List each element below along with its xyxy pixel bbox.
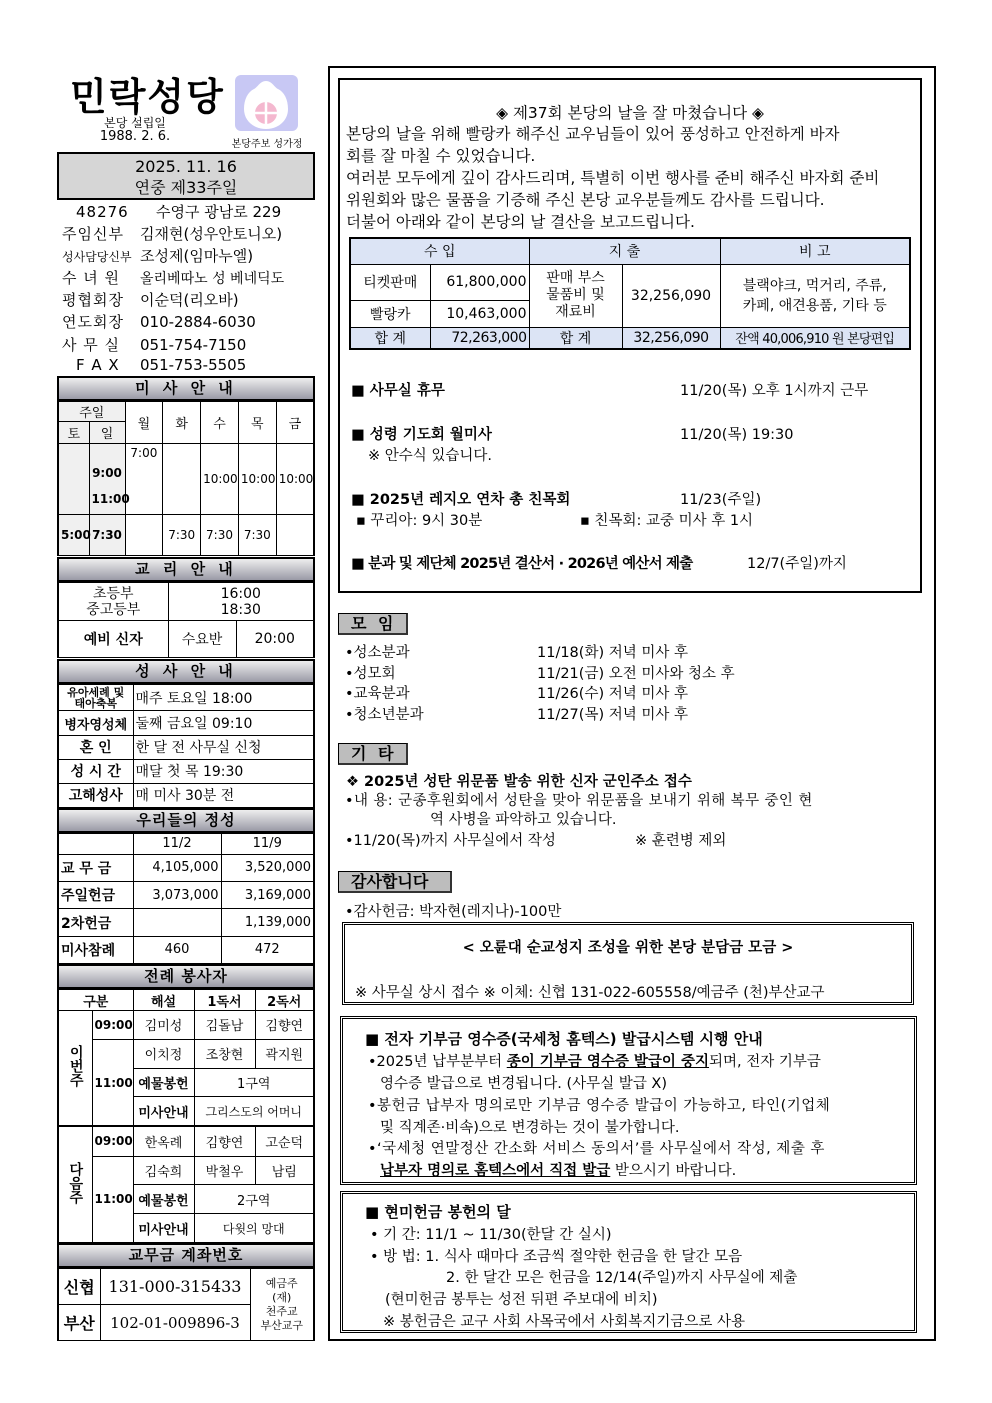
- mass-time: 11:00: [91, 492, 130, 506]
- total-label: 합 계: [529, 327, 622, 349]
- col-header: 1독서: [194, 990, 255, 1011]
- date-box: [57, 152, 315, 200]
- thanks-line: •감사헌금: 박자현(레지나)-100만: [345, 904, 562, 920]
- sunday-header: 주일: [58, 402, 125, 422]
- receipt-text: •봉헌금 납부자 명의로만 기부금 영수증 발급이 가능하고, 타인(기업체: [368, 1098, 831, 1114]
- balance: 잔액 40,006,910 원 본당편입: [720, 327, 910, 349]
- remark: 블랙야크, 먹거리, 주류, 카페, 애견용품, 기타 등: [720, 264, 910, 327]
- thanks-label: 감사합니다: [338, 871, 452, 893]
- catechism-groups: 초등부 중고등부: [58, 583, 168, 621]
- meeting-name: •성모회: [345, 666, 396, 682]
- sat-header: 토: [58, 422, 89, 444]
- sacrament-value: 매 미사 30분 전: [133, 783, 314, 807]
- etc-title: ❖ 2025년 성탄 위문품 발송 위한 신자 군인주소 접수: [346, 774, 692, 790]
- minister-name: 고순덕: [255, 1126, 314, 1156]
- meeting-name: •성소분과: [345, 645, 410, 661]
- day-header: 월: [125, 402, 163, 444]
- catechism-class-time: 20:00: [236, 621, 314, 658]
- col-header: 구분: [58, 990, 133, 1011]
- offering-value: 3,073,000: [133, 882, 221, 909]
- account-holder: 예금주 (재) 천주교 부산교구: [250, 1269, 314, 1341]
- offering-date: 11/9: [221, 834, 314, 855]
- meetings-label: 모 임: [338, 613, 408, 635]
- gift-group: 2구역: [194, 1185, 314, 1214]
- mass-time: 10:00: [238, 444, 276, 515]
- notice-item-when: 11/20(목) 오후 1시까지 근무: [680, 383, 869, 399]
- receipt-text: 영수증 발급으로 변경됩니다. (사무실 발급 X): [380, 1076, 668, 1092]
- church-name: 민락성당: [70, 74, 225, 119]
- mass-time: 11:00: [92, 1156, 133, 1243]
- info-key: 연도회장: [62, 313, 124, 331]
- mass-time: 09:00: [92, 1126, 133, 1156]
- role-label: 예물봉헌: [133, 1068, 194, 1097]
- info-key: 수 녀 원: [62, 269, 121, 287]
- day-header: 금: [276, 402, 314, 444]
- guide-group: 다윗의 망대: [194, 1214, 314, 1243]
- notice-item-when: 12/7(주일)까지: [747, 556, 847, 572]
- minister-name: 박철우: [194, 1156, 255, 1185]
- address: 수영구 광남로 229: [156, 203, 282, 221]
- income-item: 티켓판매: [350, 264, 430, 300]
- mass-time: 09:00: [92, 1011, 133, 1040]
- account-number: 131-000-315433: [100, 1269, 250, 1305]
- offering-value: 472: [221, 936, 314, 963]
- col-header: 해설: [133, 990, 194, 1011]
- mass-schedule-table: [57, 401, 315, 556]
- founded-date: 1988. 2. 6.: [99, 129, 171, 144]
- catechism-header: 교 리 안 내: [57, 557, 315, 582]
- offering-header: 우리들의 정성: [57, 808, 315, 833]
- mass-time: 10:00: [201, 444, 239, 515]
- receipt-emphasis: 종이 기부금 영수증 발급이 중지: [506, 1054, 710, 1070]
- offering-key: 주일헌금: [58, 882, 133, 909]
- info-value: 010-2884-6030: [140, 313, 256, 331]
- info-key: 사 무 실: [62, 336, 121, 354]
- sacrament-key: 병자영성체: [58, 711, 133, 735]
- mass-time: 7:30: [201, 515, 239, 556]
- rice-line: ※ 봉헌금은 교구 사회 사목국에서 사회복지기금으로 사용: [383, 1314, 745, 1330]
- notice-line: 여러분 모두에게 깊이 감사드리며, 특별히 이번 행사를 준비 해주신 바자회 준비: [346, 169, 880, 187]
- notice-line: 더불어 아래와 같이 본당의 날 결산을 보고드립니다.: [346, 213, 695, 231]
- offering-value: 460: [133, 936, 221, 963]
- ministers-header: 전례 봉사자: [57, 964, 315, 989]
- minister-name: 곽지원: [255, 1039, 314, 1068]
- sacrament-value: 매달 첫 목 19:30: [133, 759, 314, 783]
- notice-body: [346, 123, 879, 233]
- rice-line: • 기 간: 11/1 ~ 11/30(한달 간 실시): [370, 1227, 612, 1243]
- sacrament-key: 성 시 간: [58, 759, 133, 783]
- meeting-when: 11/21(금) 오전 미사와 청소 후: [537, 666, 735, 682]
- income-item: 빨랑카: [350, 300, 430, 327]
- mass-time: 11:00: [92, 1039, 133, 1126]
- offering-date: 11/2: [133, 834, 221, 855]
- etc-line: •11/20(목)까지 사무실에서 작성: [345, 833, 556, 849]
- catechism-table: [57, 582, 315, 658]
- receipt-title: ■ 전자 기부금 영수증(국세청 홈텍스) 발급시스템 시행 안내: [365, 1030, 763, 1048]
- income-amount: 61,800,000: [430, 264, 529, 300]
- liturgical-week: 연중 제33주일: [134, 178, 238, 197]
- ministers-table: [57, 989, 315, 1243]
- col-header: 2독서: [255, 990, 314, 1011]
- info-key: 성사담당신부: [62, 250, 132, 264]
- notice-item-when: 11/23(주일): [680, 492, 762, 508]
- offering-value: 3,169,000: [221, 882, 314, 909]
- account-number: 102-01-009896-3: [100, 1305, 250, 1341]
- rice-title: ■ 현미헌금 봉헌의 달: [365, 1203, 511, 1221]
- settlement-table: [349, 237, 911, 350]
- total-income: 72,263,000: [430, 327, 529, 349]
- bulletin-date: 2025. 11. 16: [135, 157, 237, 176]
- meeting-when: 11/26(수) 저녁 미사 후: [537, 686, 688, 702]
- info-key: 주임신부: [62, 225, 124, 243]
- minister-name: 한옥례: [133, 1126, 194, 1156]
- rice-line: 2. 한 달간 모은 헌금을 12/14(주일)까지 사무실에 제출: [446, 1270, 798, 1286]
- catechism-times: 16:00 18:30: [168, 583, 314, 621]
- info-value: 김재현(성우안토니오): [140, 225, 283, 243]
- offering-key: 교 무 금: [58, 854, 133, 881]
- week-label-text: 다음주: [67, 1161, 84, 1204]
- col-header: 지 출: [529, 238, 720, 264]
- founded-label: 본당 설립일: [104, 116, 166, 130]
- accounts-header: 교무금 계좌번호: [57, 1243, 315, 1268]
- postal-code: 48276: [76, 203, 129, 221]
- mass-time: 5:00: [58, 515, 89, 556]
- notice-item-title: ■ 성령 기도회 월미사: [351, 427, 492, 443]
- minister-name: 김미성: [133, 1011, 194, 1040]
- sacrament-table: [57, 684, 315, 808]
- notice-item-sub: ▪ 꾸리아: 9시 30분: [356, 513, 483, 529]
- notice-item-when: 11/20(목) 19:30: [680, 427, 794, 443]
- sun-header: 일: [89, 422, 125, 444]
- week-label: [58, 1011, 92, 1127]
- role-label: 미사안내: [133, 1214, 194, 1243]
- fund-box: [342, 922, 914, 1005]
- fund-line: ※ 사무실 상시 접수 ※ 이체: 신협 131-022-605558/예금주 (천)부산교구: [355, 985, 825, 1001]
- bank-name: 부산: [58, 1305, 100, 1341]
- col-header: 비 고: [720, 238, 910, 264]
- sacrament-key: 유아세례 및 태아축복: [58, 685, 133, 711]
- info-key: 평협회장: [62, 291, 124, 309]
- rice-line: • 방 법: 1. 식사 때마다 조금씩 절약한 헌금을 한 달간 모음: [370, 1249, 743, 1265]
- bank-name: 신협: [58, 1269, 100, 1305]
- mass-time: 7:30: [238, 515, 276, 556]
- expense-item: 판매 부스 물품비 및 재료비: [529, 264, 622, 327]
- income-amount: 10,463,000: [430, 300, 529, 327]
- receipt-text: 되며, 전자 기부금: [709, 1054, 821, 1070]
- minister-name: 김돌남: [194, 1011, 255, 1040]
- minister-name: 이치정: [133, 1039, 194, 1068]
- minister-name: 김숙희: [133, 1156, 194, 1185]
- offering-value: 3,520,000: [221, 854, 314, 881]
- notice-line: 회를 잘 마칠 수 있었습니다.: [346, 147, 536, 165]
- fund-title: < 오륜대 순교성지 조성을 위한 본당 분담금 모금 >: [462, 940, 794, 956]
- info-value: 올리베따노 성 베네딕도: [140, 271, 285, 287]
- total-label: 합 계: [350, 327, 430, 349]
- offering-key: 2차헌금: [58, 909, 133, 936]
- col-header: 수 입: [350, 238, 529, 264]
- catechism-class: 수요반: [168, 621, 236, 658]
- catechism-adult: 예비 신자: [58, 621, 168, 658]
- sacrament-key: 고해성사: [58, 783, 133, 807]
- mass-time: 7:00: [125, 444, 163, 515]
- notice-item-sub: ▪ 친목회: 교중 미사 후 1시: [580, 513, 754, 529]
- info-value: 조성제(임마누엘): [140, 247, 254, 265]
- guide-group: 그리스도의 어머니: [194, 1097, 314, 1127]
- receipt-text: 및 직계존·비속)으로 변경하는 것이 불가합니다.: [380, 1120, 680, 1136]
- info-key: F A X: [76, 356, 120, 374]
- patron-label: 본당주보 성가정: [231, 139, 303, 150]
- gift-group: 1구역: [194, 1068, 314, 1097]
- mass-time: 9:00: [92, 466, 122, 480]
- minister-name: 남림: [255, 1156, 314, 1185]
- mass-time: 7:30: [163, 515, 201, 556]
- offering-key: 미사참례: [58, 936, 133, 963]
- info-value: 051-753-5505: [140, 356, 247, 374]
- receipt-box: [340, 1016, 917, 1185]
- meeting-when: 11/18(화) 저녁 미사 후: [537, 645, 688, 661]
- offering-value: 1,139,000: [221, 909, 314, 936]
- day-header: 목: [238, 402, 276, 444]
- sacrament-key: 혼 인: [58, 735, 133, 759]
- offering-value: [133, 909, 221, 936]
- offering-value: 4,105,000: [133, 854, 221, 881]
- receipt-emphasis: 납부자 명의로 홈텍스에서 직접 발급: [380, 1163, 611, 1179]
- notice-line: 본당의 날을 위해 빨랑카 해주신 교우님들이 있어 풍성하고 안전하게 바자: [346, 125, 840, 143]
- expense-amount: 32,256,090: [622, 264, 720, 327]
- notice-item-sub: ※ 안수식 있습니다.: [368, 448, 493, 464]
- receipt-text: •2025년 납부분부터: [368, 1054, 507, 1070]
- mass-time: 7:30: [89, 515, 125, 556]
- mass-header: 미 사 안 내: [57, 376, 315, 401]
- role-label: 미사안내: [133, 1097, 194, 1127]
- holy-family-logo-icon: [235, 75, 298, 131]
- receipt-text: 받으시기 바랍니다.: [610, 1163, 737, 1179]
- meeting-name: •청소년분과: [345, 707, 424, 723]
- rice-box: [340, 1191, 917, 1333]
- notice-line: 위원회와 많은 물품을 기증해 주신 본당 교우분들께도 감사를 드립니다.: [346, 191, 825, 209]
- offering-table: [57, 833, 315, 964]
- week-label-text: 이번주: [67, 1044, 84, 1087]
- rice-line: (현미헌금 봉투는 성전 뒤편 주보대에 비치): [385, 1292, 658, 1308]
- etc-line: •내 용: 군종후원회에서 성탄을 맞아 위문품을 보내기 위해 복무 중인 현: [345, 793, 813, 809]
- etc-label: 기 타: [338, 743, 408, 765]
- info-value: 이순덕(리오바): [140, 291, 239, 309]
- notice-item-title: ■ 2025년 레지오 연차 총 친목회: [351, 492, 571, 508]
- receipt-text: •‘국세청 연말정산 간소화 서비스 동의서’를 사무실에서 작성, 제출 후: [368, 1141, 825, 1157]
- accounts-table: [57, 1268, 315, 1341]
- day-header: 수: [201, 402, 239, 444]
- sacrament-value: 둘째 금요일 09:10: [133, 711, 314, 735]
- minister-name: 김향연: [255, 1011, 314, 1040]
- mass-time: 10:00: [276, 444, 314, 515]
- notice-item-title: ■ 사무실 휴무: [351, 383, 445, 399]
- total-expense: 32,256,090: [622, 327, 720, 349]
- info-value: 051-754-7150: [140, 336, 247, 354]
- meeting-name: •교육분과: [345, 686, 410, 702]
- meeting-when: 11/27(목) 저녁 미사 후: [537, 707, 688, 723]
- notice-title: ◈ 제37회 본당의 날을 잘 마쳤습니다 ◈: [496, 104, 764, 122]
- day-header: 화: [163, 402, 201, 444]
- notice-item-title: ■ 분과 및 제단체 2025년 결산서 · 2026년 예산서 제출: [351, 556, 693, 572]
- role-label: 예물봉헌: [133, 1185, 194, 1214]
- sacrament-header: 성 사 안 내: [57, 659, 315, 684]
- etc-line: 역 사병을 파악하고 있습니다.: [430, 812, 617, 828]
- sacrament-value: 매주 토요일 18:00: [133, 685, 314, 711]
- minister-name: 김향연: [194, 1126, 255, 1156]
- etc-line: ※ 훈련병 제외: [635, 833, 727, 849]
- sacrament-value: 한 달 전 사무실 신청: [133, 735, 314, 759]
- week-label: [58, 1126, 92, 1242]
- minister-name: 조창현: [194, 1039, 255, 1068]
